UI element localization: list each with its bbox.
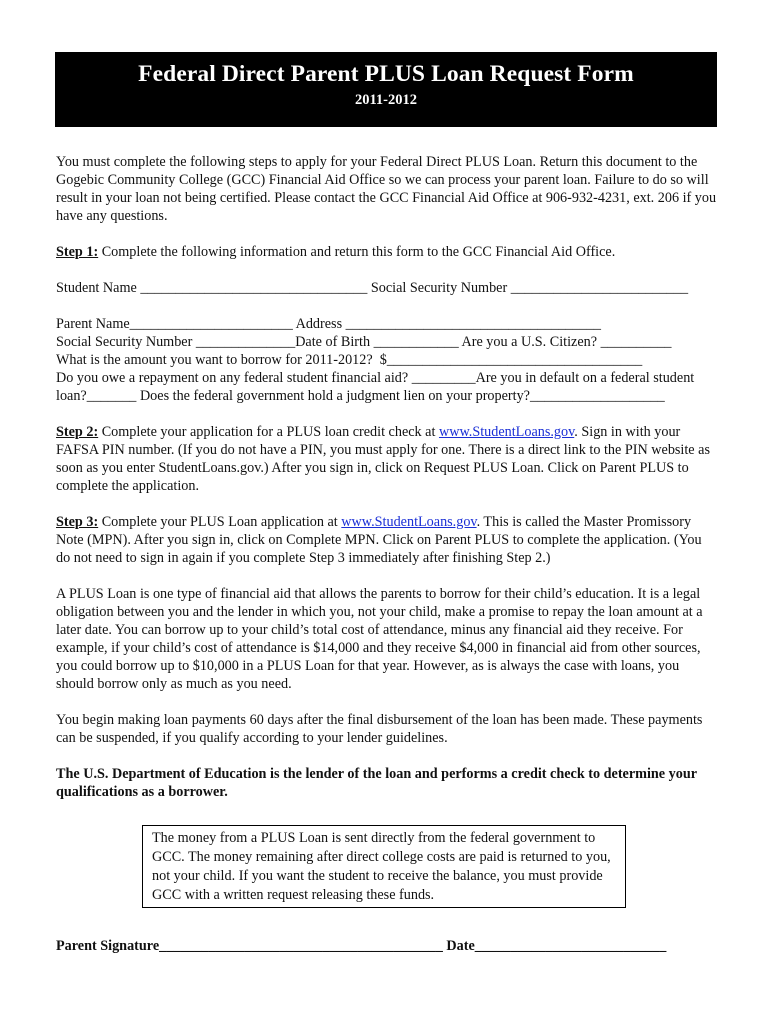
disbursement-note-box [142, 825, 626, 908]
disbursement-note-text: The money from a PLUS Loan is sent directly from the federal government to GCC. The money remaining after direct college costs are paid is returned to you, not your child. If you want the student to receive the balance, you must provide GCC with a written request releasing these funds. [152, 830, 611, 903]
form-body [56, 153, 718, 801]
step1-text: Complete the following information and return this form to the GCC Financial Aid Office. [98, 244, 616, 260]
judgment-field[interactable]: Does the federal government hold a judgment lien on your property?___________________ [136, 388, 665, 404]
step1-paragraph [56, 243, 718, 261]
citizen-field[interactable]: Are you a U.S. Citizen? __________ [458, 334, 672, 350]
signature-line [56, 938, 666, 955]
step2-text-b: . Sign in with your FAFSA PIN number. (If you do not have a PIN, you must apply for one. There is a direct link to the PIN website as soon as you enter StudentLoans.gov.) After you sign in, click on Request PLUS Loan. Click on Parent PLUS to complete the application. [56, 424, 710, 494]
studentloans-link[interactable]: www.StudentLoans.gov [341, 514, 477, 530]
address-field[interactable]: Address ____________________________________ [292, 316, 602, 332]
step3-text-a: Complete your PLUS Loan application at [98, 514, 342, 530]
form-year: 2011-2012 [354, 92, 418, 108]
amount-field[interactable]: What is the amount you want to borrow for 2011-2012? $____________________________________ [56, 352, 643, 368]
step2-text-a: Complete your application for a PLUS loan credit check at [98, 424, 439, 440]
lender-note: The U.S. Department of Education is the lender of the loan and performs a credit check to determine your qualifications as a borrower. [56, 766, 697, 800]
parent-ssn-line [56, 333, 718, 351]
studentloans-link[interactable]: www.StudentLoans.gov [438, 424, 575, 440]
repayment-paragraph [56, 369, 718, 405]
dob-field[interactable]: Date of Birth ____________ [295, 334, 459, 350]
student-info-line [56, 279, 718, 297]
step2-label: Step 2: [56, 424, 99, 440]
date-field[interactable]: Date___________________________ [442, 938, 667, 954]
parent-ssn-field[interactable]: Social Security Number ______________ [56, 334, 296, 350]
repayment-field[interactable]: Do you owe a repayment on any federal student financial aid? _________ [56, 370, 476, 386]
parent-info-line [56, 315, 718, 333]
parent-signature-field[interactable]: Parent Signature________________________________________ [56, 938, 443, 954]
form-header [55, 52, 717, 127]
amount-line [56, 351, 718, 369]
default-field[interactable]: Are you in default on a federal student loan?_______ [56, 370, 695, 404]
plus-info-paragraph: A PLUS Loan is one type of financial aid that allows the parents to borrow for their child’s education. It is a legal obligation between you and the lender in which you, not your child, make a promise to repay the loan amount at a later date. You can borrow up to your child’s total cost of attendance, minus any financial aid they receive. For example, if your child’s cost of attendance is $14,000 and they receive $4,000 in financial aid from other sources, you could borrow up to $10,000 in a PLUS Loan for that year. However, as is always the case with loans, you should borrow only as much as you need. [56, 586, 703, 692]
student-name-field[interactable]: Student Name ________________________________ [56, 280, 368, 296]
step1-label: Step 1: [56, 244, 99, 260]
form-title: Federal Direct Parent PLUS Loan Request Form [138, 61, 634, 87]
parent-name-field[interactable]: Parent Name_______________________ [56, 316, 293, 332]
payments-paragraph: You begin making loan payments 60 days after the final disbursement of the loan has been made. These payments can be suspended, if you qualify according to your lender guidelines. [56, 712, 703, 746]
step3-paragraph [56, 513, 718, 567]
intro-paragraph: You must complete the following steps to apply for your Federal Direct PLUS Loan. Return this document to the Gogebic Community College (GCC) Financial Aid Office so we can process your parent loan. Failure to do so will result in your loan not being certified. Please contact the GCC Financial Aid Office at 906-932-4231, ext. 206 if you have any questions. [56, 154, 717, 224]
step2-paragraph [56, 423, 718, 495]
step3-label: Step 3: [56, 514, 99, 530]
step3-text-b: . This is called the Master Promissory Note (MPN). After you sign in, click on Complete MPN. Click on Parent PLUS to complete the application. (You do not need to sign in again if you complete Step 3 immediately after finishing Step 2.) [56, 514, 702, 566]
student-ssn-field[interactable]: Social Security Number _________________________ [367, 280, 689, 296]
